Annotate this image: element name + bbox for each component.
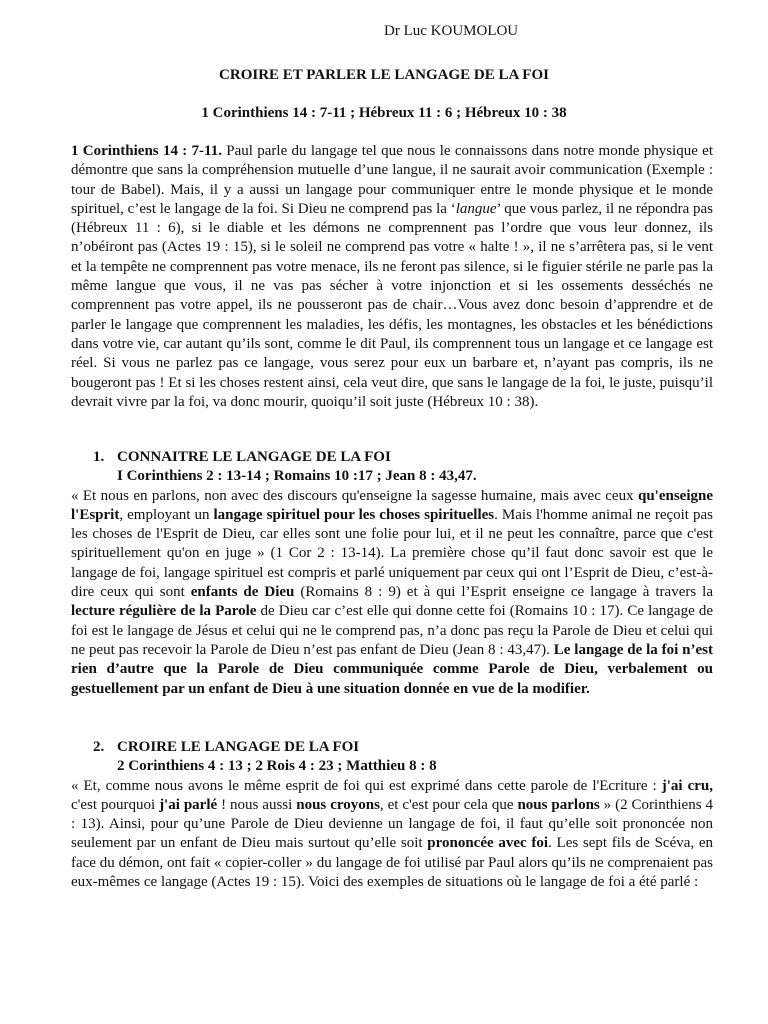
section-1-text-part: de Dieu car c’est elle qui donne cette foi (Romains 10 : 17). Ce langage de foi est le langage de Jésus et celui qui ne le comprend pas, n’a donc pas reçu la Parole de Dieu et celui qui ne peut pas recevoir la Parole de Dieu n’est pas enfant de Dieu (Jean 8 : 43,47). <box>71 603 713 658</box>
section-1-bold-conclusion: Le langage de la foi n’est rien d’autre que la Parole de Dieu communiquée comme Parole de Dieu, verbalement ou gestuellement par un enfant de Dieu à une situation donnée en vue de la modifier. <box>71 641 713 697</box>
section-2-heading <box>71 738 713 757</box>
section-1-text-part: , employant un <box>119 506 214 523</box>
section-1-heading <box>71 448 713 467</box>
section-2-bold-part: j'ai parlé <box>159 796 218 813</box>
section-2-number: 2. <box>93 739 105 755</box>
section-2-text-part: ! nous aussi <box>217 796 297 813</box>
section-1-title: CONNAITRE LE LANGAGE DE LA FOI <box>117 449 391 465</box>
section-2-bold-part: prononcée avec foi <box>427 835 549 852</box>
section-2 <box>71 738 713 892</box>
intro-text-part2: ’ que vous parlez, il ne répondra pas (Hébreux 11 : 6), si le diable et les démons ne comprennent pas l’ordre que vous leur donnez, ils n’obéiront pas (Actes 19 : 15), si le soleil ne comprend pas votre « halte ! », il ne s’arrêtera pas, si le vent et la tempête ne comprennent pas votre menace, ils ne feront pas silence, si le figuier stérile ne parle pas la même langue que vous, il ne vas pas sécher à votre injonction et si les ossements desséchés ne comprennent pas votre appel, ils ne pousseront pas de chair…Vous avez donc besoin d’apprendre et de parler le langage que comprennent les maladies, les défis, les montagnes, les obstacles et les bénédictions dans votre vie, car autant qu’ils sont, comme le dit Paul, ils comprennent tous un langage et ce langage est réel. Si vous ne parlez pas ce langage, vous serez pour eux un barbare et, n’ayant pas compris, ils ne bougeront pas ! Et si les choses restent ainsi, cela veut dire, que sans le langage de la foi, le juste, puisqu’il devrait vivre par la foi, va donc mourir, quoiqu’il soit juste (Hébreux 10 : 38). <box>71 200 713 410</box>
title-references: 1 Corinthiens 14 : 7-11 ; Hébreux 11 : 6 ; Hébreux 10 : 38 <box>201 105 567 121</box>
section-1-text-part: . Mais l'homme animal ne reçoit pas les choses de l'Esprit de Dieu, car elles sont une folie pour lui, et il ne peut les connaître, parce que c'est spirituellement qu'on en juge » (1 Cor 2 : 13-14). La première chose qu’il faut donc savoir est que le langage de foi, langage spirituel est compris et parlé uniquement par ceux qui ont l’Esprit de Dieu, c’est-à-dire ceux qui sont <box>71 506 713 601</box>
section-1 <box>71 448 713 699</box>
section-2-text-part: , et c'est pour cela que <box>379 796 518 813</box>
intro-text <box>71 142 713 412</box>
section-2-text-part: . Les sept fils de Scéva, en face du démon, ont fait « copier-coller » du langage de foi utilisé par Paul alors qu’ils ne comprenaient pas eux-mêmes ce langage (Actes 19 : 15). Voici des exemples de situations où le langage de foi a été parlé : <box>71 835 714 891</box>
section-1-number: 1. <box>93 449 105 465</box>
section-2-references: 2 Corinthiens 4 : 13 ; 2 Rois 4 : 23 ; Matthieu 8 : 8 <box>117 758 437 775</box>
section-1-bold-part: enfants de Dieu <box>190 584 295 601</box>
section-1-text-part: « Et nous en parlons, non avec des discours qu'enseigne la sagesse humaine, mais avec ceux <box>71 487 638 504</box>
intro-lead-reference: 1 Corinthiens 14 : 7-11. <box>71 143 222 159</box>
intro-italic-word: langue <box>455 200 497 217</box>
section-2-text-part: » (2 Corinthiens 4 : 13). Ainsi, pour qu’une Parole de Dieu devienne un langage de foi, il faut qu’elle soit prononcée non seulement par un enfant de Dieu mais surtout qu’elle soit <box>71 796 713 852</box>
author-name: Dr Luc KOUMOLOU <box>384 23 519 39</box>
section-2-bold-part: nous croyons <box>296 796 380 813</box>
section-2-title: CROIRE LE LANGAGE DE LA FOI <box>117 739 360 755</box>
section-1-references: I Corinthiens 2 : 13-14 ; Romains 10 :17 ; Jean 8 : 43,47. <box>117 468 477 485</box>
section-2-bold-part: j'ai cru, <box>661 777 713 794</box>
section-2-text-part: c'est pourquoi <box>71 796 160 813</box>
intro-text-part1: Paul parle du langage tel que nous le connaissons dans notre monde physique et démontre que sans la compréhension mutuelle d’une langue, il ne saurait avoir communication (Exemple : tour de Babel). Mais, il y a aussi un langage pour communiquer entre le monde physique et le monde spirituel, c’est le langage de la foi. Si Dieu ne comprend pas la ‘ <box>71 143 713 217</box>
section-2-text <box>71 777 713 893</box>
section-1-bold-part: lecture régulière de la Parole <box>71 603 257 620</box>
document-title: CROIRE ET PARLER LE LANGAGE DE LA FOI <box>219 67 549 83</box>
section-2-bold-part: nous parlons <box>517 796 600 813</box>
section-1-bold-part: langage spirituel pour les choses spirituelles <box>213 506 495 523</box>
section-1-bold-part: qu'enseigne l'Esprit <box>71 487 713 523</box>
section-1-text <box>71 487 713 699</box>
section-1-text-part: (Romains 8 : 9) et à qui l’Esprit enseigne ce langage à travers la <box>294 584 714 601</box>
section-2-text-part: « Et, comme nous avons le même esprit de foi qui est exprimé dans cette parole de l'Ecriture : <box>71 777 662 794</box>
intro-paragraph <box>71 142 713 412</box>
